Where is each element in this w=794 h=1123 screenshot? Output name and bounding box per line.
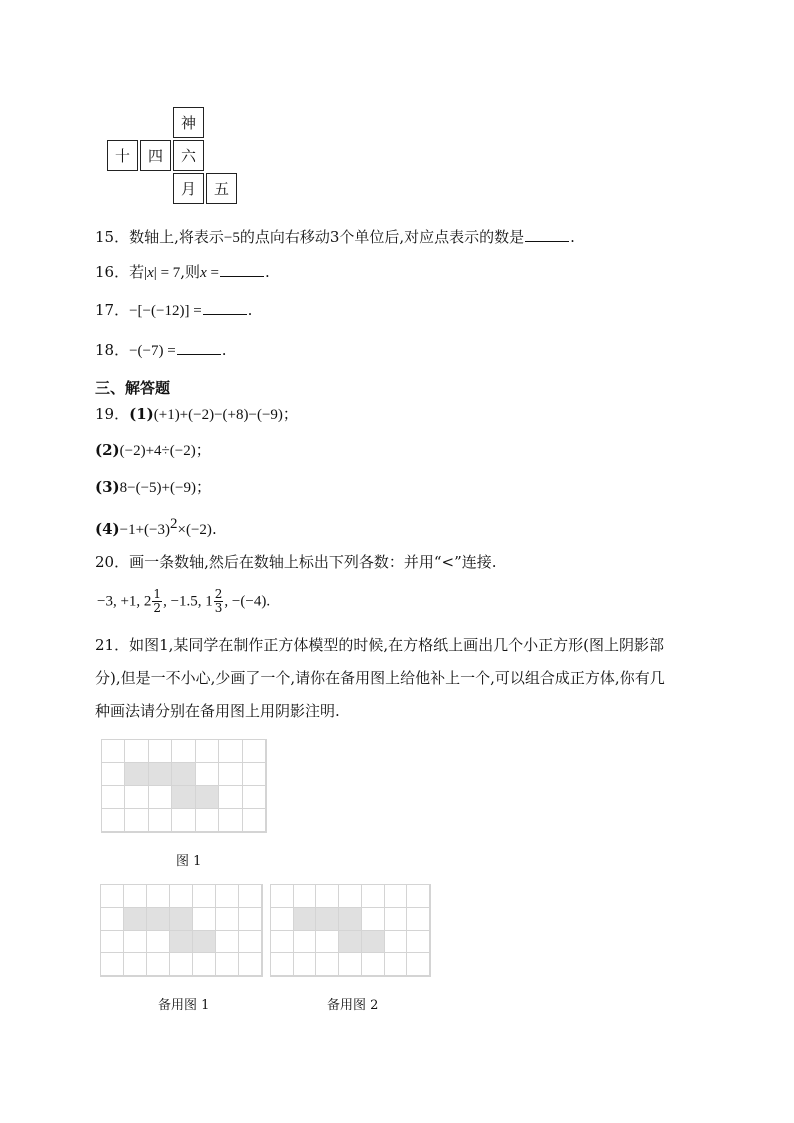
grid-square xyxy=(294,931,317,954)
question-number: 15． xyxy=(95,228,130,246)
grid-square xyxy=(385,885,408,908)
math-expr: , −(−4). xyxy=(224,593,271,610)
grid-square xyxy=(196,763,219,786)
shaded-square xyxy=(125,763,148,786)
grid-square xyxy=(339,885,362,908)
grid-square xyxy=(102,786,125,809)
numerator: 1 xyxy=(153,587,162,601)
question-text: 的点向右移动3个单位后,对应点表示的数是 xyxy=(239,228,525,246)
spare-figure-1-caption: 备用图 1 xyxy=(158,998,210,1013)
grid-square xyxy=(101,953,124,976)
shaded-square xyxy=(196,786,219,809)
grid-square xyxy=(407,931,430,954)
question-21-line-3: 种画法请分别在备用图上用阴影注明. xyxy=(95,702,340,720)
denominator: 3 xyxy=(214,601,223,615)
grid-square xyxy=(362,885,385,908)
fraction xyxy=(214,588,224,615)
math-var: x xyxy=(147,265,154,281)
question-19-part-4 xyxy=(95,514,217,540)
grid-square xyxy=(362,953,385,976)
grid-square xyxy=(243,763,266,786)
math-expr: −1+(−3) xyxy=(119,522,171,538)
math-var: x xyxy=(200,265,207,281)
grid-square xyxy=(102,763,125,786)
grid-square xyxy=(196,740,219,763)
math-eq: = 7 xyxy=(160,265,181,281)
grid-square xyxy=(385,908,408,931)
grid-square xyxy=(170,953,193,976)
grid-square xyxy=(124,953,147,976)
grid-square xyxy=(149,786,172,809)
grid-square xyxy=(219,786,242,809)
question-number: 16． xyxy=(95,263,130,281)
grid-square xyxy=(385,931,408,954)
grid-square xyxy=(125,809,148,832)
shaded-square xyxy=(124,908,147,931)
abs-value-expr: |x| xyxy=(144,265,161,281)
answer-blank[interactable] xyxy=(525,228,569,242)
part-label: (2) xyxy=(95,441,120,459)
answer-blank[interactable] xyxy=(203,301,247,315)
question-text: 如图1,某同学在制作正方体模型的时候,在方格纸上画出几个小正方形(图上阴影部 xyxy=(129,636,665,654)
math-expr: 8−(−5)+(−9) xyxy=(119,480,196,496)
grid-square xyxy=(216,908,239,931)
net-cell: 神 xyxy=(173,107,204,138)
answer-blank[interactable] xyxy=(220,263,264,277)
net-cell: 月 xyxy=(173,173,204,204)
math-expr: ×(−2) xyxy=(177,522,212,538)
grid-square xyxy=(125,740,148,763)
part-label: (1) xyxy=(129,405,154,423)
question-20-numbers xyxy=(97,588,270,615)
question-number: 18． xyxy=(95,341,130,359)
shaded-square xyxy=(339,931,362,954)
grid-square xyxy=(294,885,317,908)
numerator: 2 xyxy=(214,587,223,601)
part-label: (3) xyxy=(95,478,120,496)
punctuation: ； xyxy=(282,405,298,423)
shaded-square xyxy=(172,786,195,809)
grid-square xyxy=(243,740,266,763)
grid-square xyxy=(407,885,430,908)
shaded-square xyxy=(362,931,385,954)
exponent: 2 xyxy=(170,516,178,532)
shaded-square xyxy=(172,763,195,786)
period: . xyxy=(247,301,253,319)
grid-square xyxy=(172,809,195,832)
question-text: 若 xyxy=(129,263,145,281)
denominator: 2 xyxy=(153,601,162,615)
net-cell: 四 xyxy=(140,140,171,171)
grid-square xyxy=(339,953,362,976)
shaded-square xyxy=(149,763,172,786)
grid-square xyxy=(271,908,294,931)
grid-square xyxy=(243,809,266,832)
period: . xyxy=(264,263,270,281)
math-expr: (−2)+4÷(−2) xyxy=(119,443,196,459)
spare-figure-2-caption: 备用图 2 xyxy=(327,998,379,1013)
shaded-square xyxy=(294,908,317,931)
grid-square xyxy=(101,931,124,954)
math-expr: (+1)+(−2)−(+8)−(−9) xyxy=(153,407,283,423)
grid-square xyxy=(219,763,242,786)
punctuation: ； xyxy=(195,478,211,496)
figure-1-caption: 图 1 xyxy=(176,854,202,869)
part-label: (4) xyxy=(95,520,120,538)
grid-square xyxy=(407,908,430,931)
grid-square xyxy=(170,885,193,908)
period: . xyxy=(570,228,575,246)
question-19-part-3 xyxy=(95,477,211,498)
grid-square xyxy=(101,885,124,908)
question-text: ,则 xyxy=(180,263,201,281)
math-expr: −[−(−12)] = xyxy=(129,303,202,319)
section-title: 三、解答题 xyxy=(95,379,171,397)
spare-figure-1-grid[interactable] xyxy=(100,884,263,977)
grid-square xyxy=(193,908,216,931)
fraction xyxy=(152,588,162,615)
question-20 xyxy=(95,552,497,572)
grid-square xyxy=(193,885,216,908)
grid-square xyxy=(193,953,216,976)
shaded-square xyxy=(193,931,216,954)
grid-square xyxy=(219,740,242,763)
grid-square xyxy=(101,908,124,931)
shaded-square xyxy=(147,908,170,931)
grid-square xyxy=(239,885,262,908)
net-cell: 十 xyxy=(107,140,138,171)
math-value: −5 xyxy=(223,230,240,246)
grid-square xyxy=(271,953,294,976)
shaded-square xyxy=(170,931,193,954)
question-text: 画一条数轴,然后在数轴上标出下列各数：并用“<”连接. xyxy=(129,553,497,571)
grid-square xyxy=(196,809,219,832)
math-eq: = xyxy=(210,265,219,281)
period: . xyxy=(221,341,227,359)
grid-square xyxy=(271,931,294,954)
grid-square xyxy=(239,953,262,976)
grid-square xyxy=(172,740,195,763)
math-expr: , −1.5, 1 xyxy=(163,593,213,610)
grid-square xyxy=(102,740,125,763)
grid-square xyxy=(316,931,339,954)
math-expr: −(−7) = xyxy=(129,343,176,359)
question-16 xyxy=(95,262,270,283)
grid-square xyxy=(149,809,172,832)
question-17 xyxy=(95,300,252,321)
shaded-square xyxy=(316,908,339,931)
answer-blank[interactable] xyxy=(177,341,221,355)
grid-square xyxy=(216,931,239,954)
spare-figure-2-grid[interactable] xyxy=(270,884,431,977)
net-cell: 五 xyxy=(206,173,237,204)
grid-square xyxy=(271,885,294,908)
question-text: 数轴上,将表示 xyxy=(129,228,224,246)
grid-square xyxy=(147,931,170,954)
figure-1-grid xyxy=(101,739,267,833)
grid-square xyxy=(216,885,239,908)
grid-square xyxy=(407,953,430,976)
grid-square xyxy=(294,953,317,976)
grid-square xyxy=(362,908,385,931)
grid-square xyxy=(316,885,339,908)
shaded-square xyxy=(170,908,193,931)
grid-square xyxy=(316,953,339,976)
question-15 xyxy=(95,227,575,248)
grid-square xyxy=(124,931,147,954)
question-number: 19． xyxy=(95,405,130,423)
question-21-line-2: 分),但是一不小心,少画了一个,请你在备用图上给他补上一个,可以组合成正方体,你有几 xyxy=(95,669,665,687)
grid-square xyxy=(385,953,408,976)
grid-square xyxy=(243,786,266,809)
grid-square xyxy=(102,809,125,832)
grid-square xyxy=(216,953,239,976)
question-number: 17． xyxy=(95,301,130,319)
grid-square xyxy=(125,786,148,809)
punctuation: ； xyxy=(195,441,211,459)
question-number: 21． xyxy=(95,636,130,654)
grid-square xyxy=(219,809,242,832)
grid-square xyxy=(149,740,172,763)
grid-square xyxy=(147,953,170,976)
question-19-part-2 xyxy=(95,440,211,461)
question-19-part-1 xyxy=(95,404,298,425)
net-cell: 六 xyxy=(173,140,204,171)
grid-square xyxy=(239,931,262,954)
question-21-line-1 xyxy=(95,635,664,655)
shaded-square xyxy=(339,908,362,931)
grid-square xyxy=(147,885,170,908)
grid-square xyxy=(124,885,147,908)
math-expr: −3, +1, 2 xyxy=(97,593,152,610)
question-number: 20． xyxy=(95,553,130,571)
question-18 xyxy=(95,340,227,361)
punctuation: . xyxy=(211,520,217,538)
grid-square xyxy=(239,908,262,931)
